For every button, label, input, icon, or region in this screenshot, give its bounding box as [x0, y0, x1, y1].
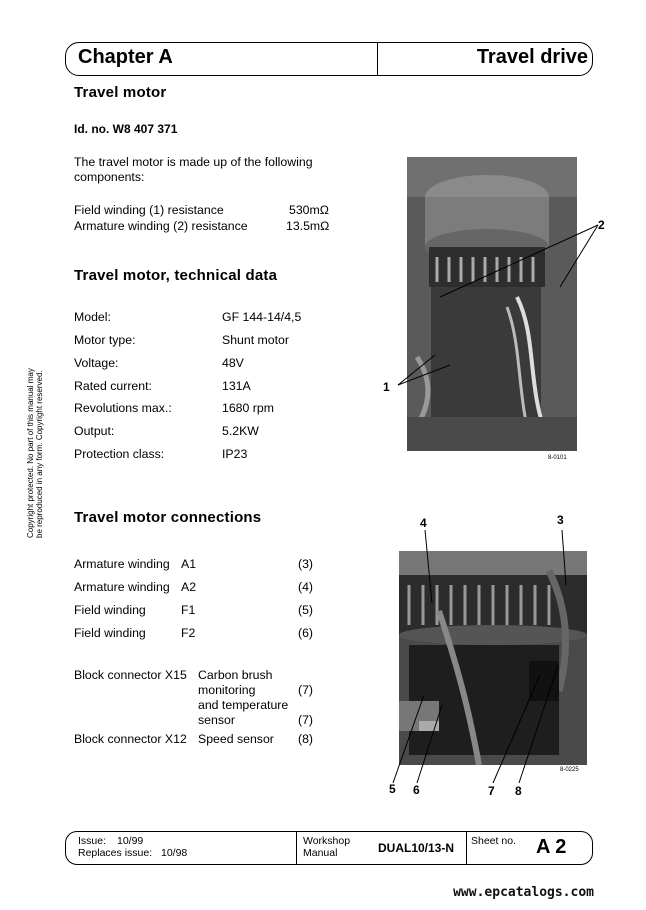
- block-x15-line: Carbon brush: [198, 668, 273, 682]
- connection-code: F1: [181, 603, 196, 617]
- workshop-label: Workshop: [303, 835, 351, 847]
- copyright-notice: Copyright protected. No part of this manual may be reproduced in any form. Copyright reserved.: [26, 368, 44, 538]
- block-x15-line: and temperature: [198, 698, 289, 712]
- tech-label: Protection class:: [74, 447, 165, 461]
- resistance-value: 530mΩ: [289, 203, 329, 217]
- tech-value: 5.2KW: [222, 424, 259, 438]
- block-x15-desc: [198, 668, 288, 728]
- photo-id-2: 8-0225: [560, 767, 579, 773]
- block-connector-x15: Block connector X15: [74, 668, 187, 682]
- resistance-value: 13.5mΩ: [286, 219, 330, 233]
- chapter-title: Chapter A: [78, 46, 173, 68]
- sheet-number: A 2: [536, 836, 567, 858]
- intro-text: [74, 155, 313, 185]
- page-title: Travel motor: [74, 84, 167, 101]
- tech-label: Output:: [74, 424, 115, 438]
- tech-label: Rated current:: [74, 379, 152, 393]
- connection-code: F2: [181, 626, 196, 640]
- footer-divider: [466, 831, 467, 864]
- resistance-row: Armature winding (2) resistance: [74, 219, 248, 233]
- photo-id-1: 8-0101: [548, 455, 567, 461]
- connection-ref: (5): [298, 603, 314, 617]
- resistance-row: Field winding (1) resistance: [74, 203, 224, 217]
- tech-value: 131A: [222, 379, 251, 393]
- callout-leader-lines-2: [380, 525, 580, 790]
- connection-ref: (3): [298, 557, 314, 571]
- replaces-value: 10/98: [161, 847, 188, 859]
- website-link[interactable]: www.epcatalogs.com: [453, 885, 594, 900]
- callout-8: 8: [515, 784, 522, 798]
- tech-label: Revolutions max.:: [74, 401, 172, 415]
- callout-2: 2: [598, 218, 605, 232]
- connection-label: Armature winding: [74, 580, 170, 594]
- block-x15-ref: (7): [298, 713, 314, 727]
- issue-label: Issue:: [78, 835, 107, 847]
- tech-label: Motor type:: [74, 333, 136, 347]
- id-number: Id. no. W8 407 371: [74, 122, 178, 136]
- tech-value: 48V: [222, 356, 244, 370]
- section-title: Travel drive: [476, 46, 588, 68]
- block-x15-line: monitoring: [198, 683, 256, 697]
- manual-label: Manual: [303, 847, 338, 859]
- block-connector-x12: Block connector X12: [74, 732, 187, 746]
- callout-5: 5: [389, 782, 396, 796]
- issue-value: 10/99: [117, 835, 144, 847]
- tech-value: GF 144-14/4,5: [222, 310, 302, 324]
- tech-value: 1680 rpm: [222, 401, 274, 415]
- tech-value: Shunt motor: [222, 333, 289, 347]
- sheet-label: Sheet no.: [471, 835, 516, 847]
- block-x12-ref: (8): [298, 732, 314, 746]
- connection-ref: (4): [298, 580, 314, 594]
- footer-divider: [296, 831, 297, 864]
- intro-line: The travel motor is made up of the following: [74, 155, 313, 169]
- connection-code: A2: [181, 580, 197, 594]
- connection-label: Field winding: [74, 603, 146, 617]
- intro-line: components:: [74, 170, 145, 184]
- callout-4: 4: [420, 516, 427, 530]
- callout-3: 3: [557, 513, 564, 527]
- tech-heading: Travel motor, technical data: [74, 267, 278, 284]
- connection-code: A1: [181, 557, 197, 571]
- block-x15-ref: (7): [298, 683, 314, 697]
- tech-label: Model:: [74, 310, 111, 324]
- tech-label: Voltage:: [74, 356, 119, 370]
- block-x12-desc: Speed sensor: [198, 732, 274, 746]
- connection-ref: (6): [298, 626, 314, 640]
- tech-value: IP23: [222, 447, 248, 461]
- replaces-label: Replaces issue:: [78, 847, 153, 859]
- block-x15-line: sensor: [198, 713, 235, 727]
- connection-label: Armature winding: [74, 557, 170, 571]
- callout-6: 6: [413, 783, 420, 797]
- model-code: DUAL10/13-N: [378, 841, 455, 855]
- callout-1: 1: [383, 380, 390, 394]
- callout-leader-lines-1: [390, 215, 610, 395]
- connection-label: Field winding: [74, 626, 146, 640]
- connections-heading: Travel motor connections: [74, 509, 262, 526]
- header-divider: [377, 42, 378, 75]
- callout-7: 7: [488, 784, 495, 798]
